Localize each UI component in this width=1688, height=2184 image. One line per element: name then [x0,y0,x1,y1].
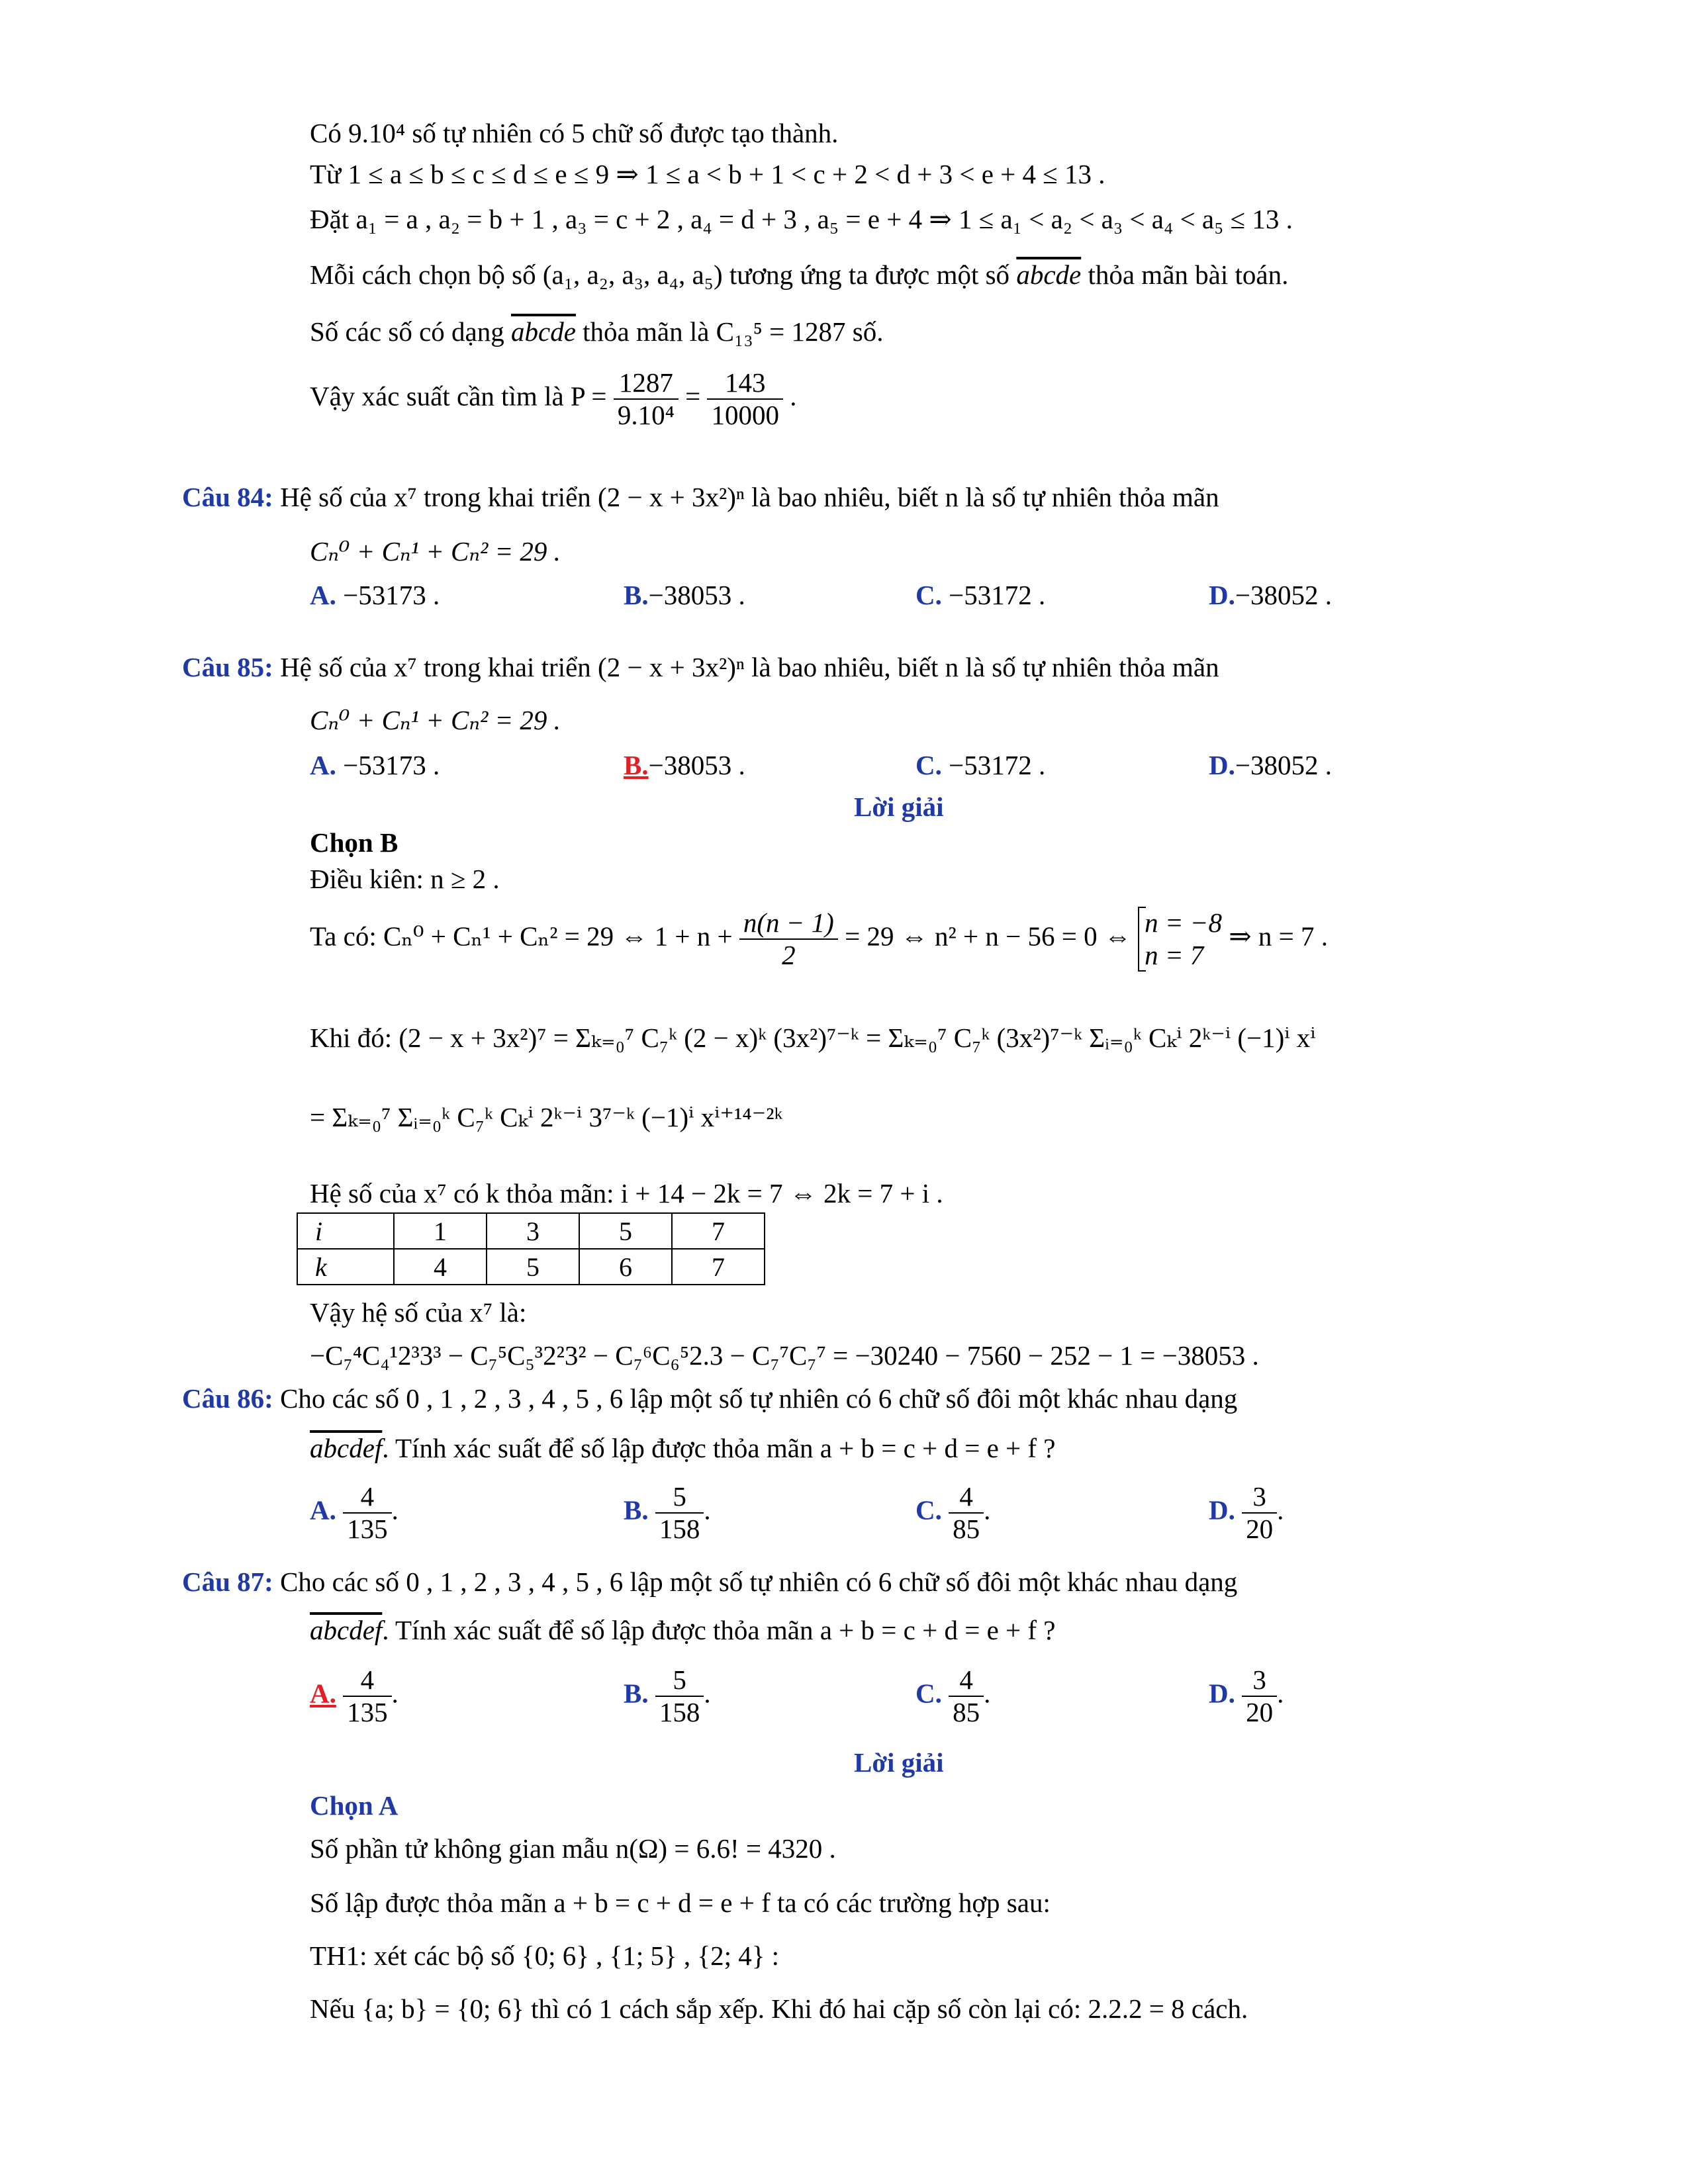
q87-a-den: 135 [347,1697,388,1728]
intro-line-5a: Số các số có dạng [310,316,504,347]
q85-khido: Khi đó: (2 − x + 3x²)⁷ = Σₖ₌₀⁷ C₇ᵏ (2 − x)ᵏ (3x²)⁷⁻ᵏ = Σₖ₌₀⁷ C₇ᵏ (3x²)⁷⁻ᵏ Σᵢ₌₀ᵏ Cₖⁱ 2ᵏ⁻ⁱ (−1)ⁱ xⁱ [310,1023,1316,1053]
q87-b-fraction [655,1664,704,1728]
q85-solution-heading: Lời giải [854,792,944,822]
q87-option-d[interactable]: D. $\frac{3}{20}$ . [1209,1664,1284,1728]
sys-line-2: n = 7 [1145,940,1204,971]
q87-c-den: 85 [953,1697,980,1728]
q86-b-label: B. [624,1494,649,1525]
q87-c-num: 4 [949,1664,984,1697]
q86-text2: . Tính xác suất để số lập được thỏa mãn a + b = c + d = e + f ? [382,1433,1056,1463]
taco-num: n(n − 1) [739,907,838,940]
intro-line-4c: thỏa mãn bài toán. [1088,259,1289,290]
q86-d-fraction [1242,1481,1277,1545]
q85-a-value: −53173 . [343,750,440,780]
q85-vay: Vậy hệ số của x⁷ là: [310,1297,527,1328]
table-cell: 5 [579,1213,672,1249]
frac1-num: 1287 [614,367,679,400]
q87-abcdef: abcdef [310,1615,383,1645]
q86-label: Câu 86: [182,1383,273,1414]
frac1-den: 9.10⁴ [617,400,675,431]
table-row-k [297,1249,765,1285]
q84-a-label: A. [310,580,336,610]
q84-d-value: −38052 . [1235,580,1332,610]
q84-label: Câu 84: [182,482,273,512]
ik-table [297,1212,765,1285]
q84-option-b[interactable] [624,579,745,611]
q85-chosen: Chọn B [310,827,399,858]
intro-line-5 [310,316,883,347]
table-row-i [297,1213,765,1249]
prob-end: . [790,381,797,412]
q84-b-value: −38053 . [648,580,745,610]
q84-c-value: −53172 . [949,580,1046,610]
table-cell: k [297,1249,394,1285]
taco-den: 2 [782,940,796,971]
q86-a-den: 135 [347,1514,388,1545]
table-cell: 7 [672,1213,765,1249]
intro-line-1: Có 9.10⁴ số tự nhiên có 5 chữ số được tạo thành. [310,118,839,148]
q86-option-c[interactable]: C. $\frac{4}{85}$ . [915,1481,991,1545]
q85-label: Câu 85: [182,652,273,682]
q86-b-den: 158 [659,1514,700,1545]
q85-condition-n: Điều kiên: n ≥ 2 . [310,864,500,894]
q86-c-num: 4 [949,1481,984,1514]
question-85 [182,652,1219,683]
q84-text: Hệ số của x⁷ trong khai triển (2 − x + 3x²)ⁿ là bao nhiêu, biết n là số tự nhiên thỏa mãn [280,482,1219,512]
q86-c-den: 85 [953,1514,980,1545]
intro-abcde: abcde [1016,259,1082,290]
q87-d-num: 3 [1242,1664,1277,1697]
q87-c-fraction [949,1664,984,1728]
q87-option-c[interactable]: C. $\frac{4}{85}$ . [915,1664,991,1728]
q85-d-label: D. [1209,750,1235,780]
q87-sol-line-2: Số lập được thỏa mãn a + b = c + d = e + f ta có các trường hợp sau: [310,1888,1051,1918]
intro-line-5c: thỏa mãn là C₁₃⁵ = 1287 số. [583,316,884,347]
intro-line-4 [310,259,1288,291]
question-84 [182,482,1219,513]
q86-option-b[interactable]: B. $\frac{5}{158}$ . [624,1481,711,1545]
taco-b: = 29 ⇔ n² + n − 56 = 0 ⇔ [845,921,1131,952]
q87-option-a[interactable]: A. $\frac{4}{135}$ . [310,1664,399,1728]
q87-a-num: 4 [343,1664,392,1697]
taco-a: Ta có: Cₙ⁰ + Cₙ¹ + Cₙ² = 29 ⇔ 1 + n + [310,921,733,952]
q86-d-den: 20 [1246,1514,1274,1545]
q85-taco [310,907,1328,972]
q87-solution-heading: Lời giải [854,1747,944,1778]
prob-fraction-1 [614,367,679,431]
q86-a-fraction [343,1481,392,1545]
q85-c-label: C. [915,750,942,780]
q87-a-fraction [343,1664,392,1728]
table-cell: 3 [487,1213,579,1249]
taco-fraction [739,907,838,971]
table-cell: 6 [579,1249,672,1285]
q87-b-den: 158 [659,1697,700,1728]
question-87 [182,1567,1237,1598]
q85-khido-2: = Σₖ₌₀⁷ Σᵢ₌₀ᵏ C₇ᵏ Cₖⁱ 2ᵏ⁻ⁱ 3⁷⁻ᵏ (−1)ⁱ xⁱ⁺¹⁴⁻²ᵏ [310,1102,783,1132]
q86-text-2 [310,1433,1056,1464]
q87-a-label: A. [310,1678,336,1709]
q87-label: Câu 87: [182,1567,273,1597]
q87-text2: . Tính xác suất để số lập được thỏa mãn a + b = c + d = e + f ? [382,1615,1056,1645]
q86-a-num: 4 [343,1481,392,1514]
table-cell: 5 [487,1249,579,1285]
q85-option-d[interactable] [1209,749,1332,781]
prob-fraction-2 [707,367,783,431]
table-cell: 4 [394,1249,487,1285]
q87-sol-line-4: Nếu {a; b} = {0; 6} thì có 1 cách sắp xếp. Khi đó hai cặp số còn lại có: 2.2.2 = 8 cách. [310,1993,1248,2024]
intro-line-4a: Mỗi cách chọn bộ số (a₁, a₂, a₃, a₄, a₅) tương ứng ta được một số [310,259,1010,290]
q87-sol-line-1: Số phần tử không gian mẫu n(Ω) = 6.6! = 4320 . [310,1833,836,1864]
taco-system [1138,907,1222,972]
q86-d-label: D. [1209,1494,1235,1525]
q84-option-c[interactable] [915,579,1045,611]
q87-c-label: C. [915,1678,942,1709]
q84-option-a[interactable] [310,579,440,611]
question-86 [182,1383,1237,1414]
q86-d-num: 3 [1242,1481,1277,1514]
q87-text-2 [310,1615,1056,1646]
q87-d-den: 20 [1246,1697,1274,1728]
q86-option-a[interactable]: A. $\frac{4}{135}$ . [310,1481,399,1545]
q85-heso: Hệ số của x⁷ có k thỏa mãn: i + 14 − 2k = 7 ⇔ 2k = 7 + i . [310,1178,943,1208]
sys-line-1: n = −8 [1145,907,1222,938]
q86-text: Cho các số 0 , 1 , 2 , 3 , 4 , 5 , 6 lập một số tự nhiên có 6 chữ số đôi một khác nhau dạng [280,1383,1238,1414]
q86-a-label: A. [310,1494,336,1525]
q87-b-label: B. [624,1678,649,1709]
q87-d-fraction [1242,1664,1277,1728]
q85-option-c[interactable] [915,749,1045,781]
q85-final: −C₇⁴C₄¹2³3³ − C₇⁵C₅³2²3² − C₇⁶C₆⁵2.3 − C₇⁷C₇⁷ = −30240 − 7560 − 252 − 1 = −38053 . [310,1340,1259,1371]
q84-b-label: B. [624,580,649,610]
q86-c-label: C. [915,1494,942,1525]
frac2-num: 143 [707,367,783,400]
q84-c-label: C. [915,580,942,610]
intro-line-6 [310,367,796,431]
q85-a-label: A. [310,750,336,780]
q86-abcdef: abcdef [310,1433,383,1463]
q86-option-d[interactable]: D. $\frac{3}{20}$ . [1209,1481,1284,1545]
q84-condition: Cₙ⁰ + Cₙ¹ + Cₙ² = 29 . [310,536,561,567]
q86-c-fraction [949,1481,984,1545]
q84-a-value: −53173 . [343,580,440,610]
q85-c-value: −53172 . [949,750,1046,780]
taco-c: ⇒ n = 7 . [1229,921,1328,952]
frac2-den: 10000 [711,400,779,431]
q85-condition: Cₙ⁰ + Cₙ¹ + Cₙ² = 29 . [310,705,561,735]
q87-d-label: D. [1209,1678,1235,1709]
prob-eq: = [685,381,701,412]
prob-label: Vậy xác suất cần tìm là P = [310,381,607,412]
intro-line-3: Đặt a₁ = a , a₂ = b + 1 , a₃ = c + 2 , a₄ = d + 3 , a₅ = e + 4 ⇒ 1 ≤ a₁ < a₂ < a₃ < a₄ < a₅ ≤ 13 . [310,204,1293,234]
table-cell: i [297,1213,394,1249]
q85-d-value: −38052 . [1235,750,1332,780]
q84-option-d[interactable] [1209,579,1332,611]
q85-option-b[interactable] [624,749,745,781]
q86-b-num: 5 [655,1481,704,1514]
intro-line-2: Từ 1 ≤ a ≤ b ≤ c ≤ d ≤ e ≤ 9 ⇒ 1 ≤ a < b + 1 < c + 2 < d + 3 < e + 4 ≤ 13 . [310,159,1105,189]
q87-chosen: Chọn A [310,1790,399,1821]
table-cell: 1 [394,1213,487,1249]
table-cell: 7 [672,1249,765,1285]
q85-option-a[interactable] [310,749,440,781]
q87-option-b[interactable]: B. $\frac{5}{158}$ . [624,1664,711,1728]
q85-b-label: B. [624,750,649,780]
q85-b-value: −38053 . [648,750,745,780]
q86-b-fraction [655,1481,704,1545]
q85-text: Hệ số của x⁷ trong khai triển (2 − x + 3x²)ⁿ là bao nhiêu, biết n là số tự nhiên thỏa mãn [280,652,1219,682]
q87-b-num: 5 [655,1664,704,1697]
q84-d-label: D. [1209,580,1235,610]
intro-abcde-2: abcde [511,316,576,347]
q87-text: Cho các số 0 , 1 , 2 , 3 , 4 , 5 , 6 lập một số tự nhiên có 6 chữ số đôi một khác nhau dạng [280,1567,1238,1597]
q87-sol-line-3: TH1: xét các bộ số {0; 6} , {1; 5} , {2; 4} : [310,1940,780,1971]
